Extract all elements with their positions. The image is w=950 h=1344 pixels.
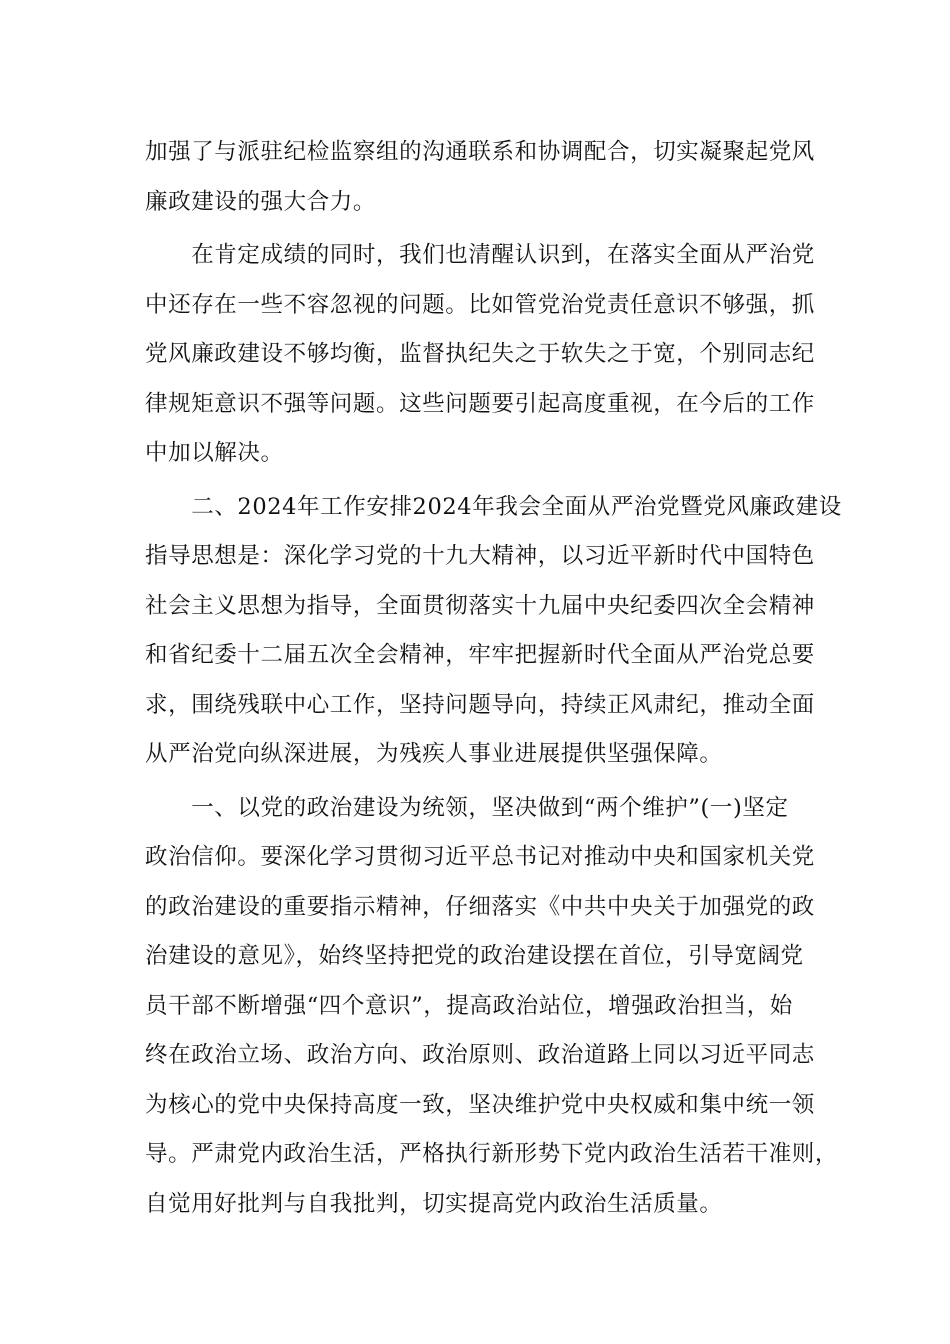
text-line: 中还存在一些不容忽视的问题。比如管党治党责任意识不够强，抓 bbox=[145, 291, 815, 318]
text-line: 指导思想是：深化学习党的十九大精神，以习近平新时代中国特色 bbox=[145, 543, 815, 569]
text-line: 中加以解决。 bbox=[145, 440, 284, 466]
text-line: 求，围绕残联中心工作，坚持问题导向，持续正风肃纪，推动全面 bbox=[145, 691, 815, 718]
paragraph-2 bbox=[145, 231, 825, 479]
text-line: 自觉用好批判与自我批判，切实提高党内政治生活质量。 bbox=[145, 1190, 723, 1217]
text-line: 从严治党向纵深进展，为残疾人事业进展提供坚强保障。 bbox=[145, 741, 723, 767]
text-line: 二、2024年工作安排2024年我会全面从严治党暨党风廉政建设 bbox=[145, 493, 842, 520]
text-line: 治建设的意见》，始终坚持把党的政治建设摆在首位，引导宽阔党 bbox=[145, 943, 804, 969]
text-line: 员干部不断增强“四个意识”，提高政治站位，增强政治担当，始 bbox=[145, 992, 793, 1019]
text-line: 为核心的党中央保持高度一致，坚决维护党中央权威和集中统一领 bbox=[145, 1091, 815, 1118]
document-body bbox=[145, 128, 842, 1229]
text-line: 加强了与派驻纪检监察组的沟通联系和协调配合，切实凝聚起党风 bbox=[145, 139, 815, 165]
text-line: 廉政建设的强大合力。 bbox=[145, 188, 377, 215]
text-line: 政治信仰。要深化学习贯彻习近平总书记对推动中央和国家机关党 bbox=[145, 844, 815, 870]
paragraph-4 bbox=[145, 784, 839, 1230]
text-line: 在肯定成绩的同时，我们也清醒认识到，在落实全面从严治党 bbox=[145, 242, 815, 268]
text-line: 党风廉政建设不够均衡，监督执纪失之于软失之于宽，个别同志纪 bbox=[145, 341, 815, 367]
text-line: 的政治建设的重要指示精神，仔细落实《中共中央关于加强党的政 bbox=[145, 893, 815, 920]
paragraph-3 bbox=[145, 483, 842, 780]
text-line: 终在政治立场、政治方向、政治原则、政治道路上同以习近平同志 bbox=[145, 1042, 815, 1068]
text-line: 社会主义思想为指导，全面贯彻落实十九届中央纪委四次全会精神 bbox=[145, 592, 815, 619]
text-line: 律规矩意识不强等问题。这些问题要引起高度重视，在今后的工作 bbox=[145, 390, 815, 417]
text-line: 一、以党的政治建设为统领，坚决做到“两个维护”(一)坚定 bbox=[145, 794, 789, 821]
text-line: 导。严肃党内政治生活，严格执行新形势下党内政治生活若干准则， bbox=[145, 1141, 839, 1167]
paragraph-1 bbox=[145, 128, 825, 227]
text-line: 和省纪委十二届五次全会精神，牢牢把握新时代全面从严治党总要 bbox=[145, 642, 815, 668]
